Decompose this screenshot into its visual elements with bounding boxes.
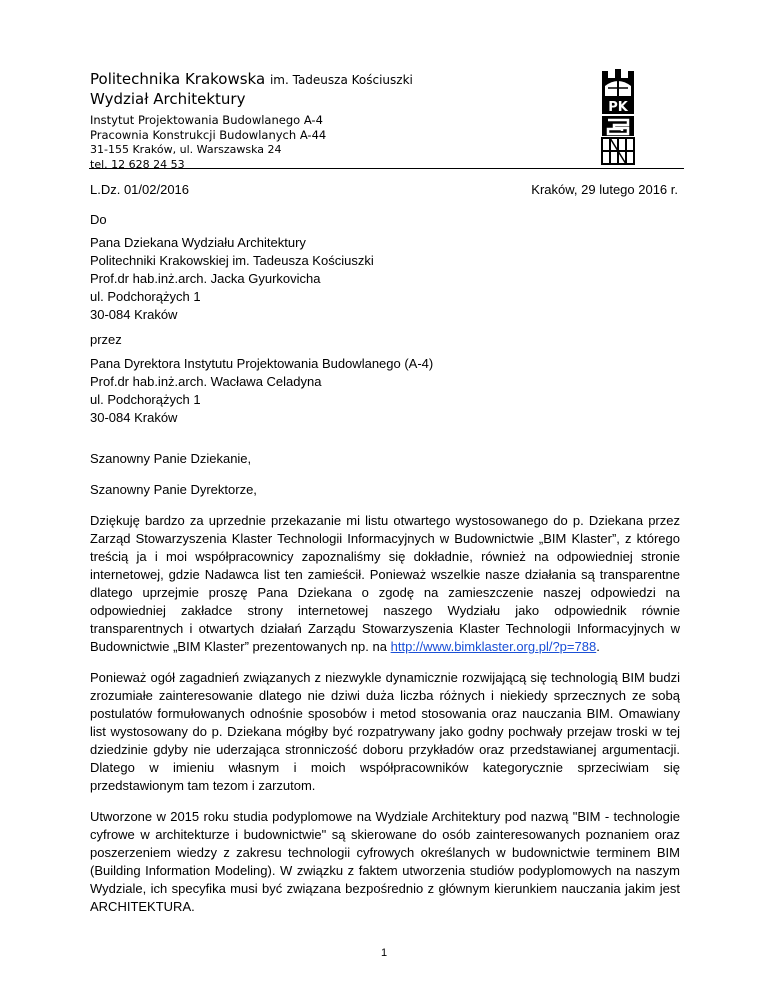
bimklaster-link[interactable]: http://www.bimklaster.org.pl/?p=788 <box>390 639 597 654</box>
via-line: 30-084 Kraków <box>90 410 178 425</box>
university-name: Politechnika Krakowska im. Tadeusza Kościuszki <box>90 70 413 88</box>
page-number: 1 <box>380 947 388 959</box>
via-line: Prof.dr hab.inż.arch. Wacława Celadyna <box>90 374 322 389</box>
header-divider <box>89 168 684 169</box>
recipient-line: 30-084 Kraków <box>90 307 178 322</box>
salutation-director: Szanowny Panie Dyrektorze, <box>90 482 257 497</box>
address: 31-155 Kraków, ul. Warszawska 24 <box>90 143 282 156</box>
recipient-line: ul. Podchorążych 1 <box>90 289 201 304</box>
recipient-line: Politechniki Krakowskiej im. Tadeusza Kościuszki <box>90 253 374 268</box>
recipient-line: Pana Dziekana Wydziału Architektury <box>90 235 306 250</box>
paragraph-2: Ponieważ ogół zagadnień związanych z niezwykle dynamicznie rozwijającą się technologią BIM budzi zrozumiałe zainteresowanie dlatego nie dziwi duża liczba różnych i niekiedy sprzecznych ze sobą postulatów formułowanych odnośnie sposobów i metod stosowania oraz nauczania BIM. Omawiany list wystosowany do p. Dziekana mógłby być rozpatrywany jako godny pochwały przejaw troski w tej dziedzinie gdyby nie uderzająca stronniczość doboru przykładów oraz przedstawianej argumentacji. Dlatego w imieniu własnym i moich współpracowników kategorycznie sprzeciwiam się przedstawionym tam tezom i zarzutom. <box>90 670 680 793</box>
paragraph-3: Utworzone w 2015 roku studia podyplomowe na Wydziale Architektury pod nazwą "BIM - technologie cyfrowe w architekturze i budownictwie" są skierowane do osób zainteresowanych poznaniem oraz poszerzeniem wiedzy z zakresu technologii cyfrowych określanych w budownictwie terminem BIM (Building Information Modeling). W związku z faktem utworzenia studiów podyplomowych na naszym Wydziale, ich specyfika musi być związana bezpośrednio z głównym kierunkiem nauczania jakim jest ARCHITEKTURA. <box>90 809 680 914</box>
phone: tel. 12 628 24 53 <box>90 158 185 171</box>
paragraph-1: Dziękuję bardzo za uprzednie przekazanie mi listu otwartego wystosowanego do p. Dziekana przez Zarząd Stowarzyszenia Klaster Technologii Informacyjnych w Budownictwie „BIM Klaster”, z którego treścią ja i moi współpracownicy zapoznaliśmy się dokładnie, również na odpowiedniej stronie internetowej, gdzie Nadawca list ten zamieścił. Ponieważ wszelkie nasze działania są transparentne dlatego uprzejmie proszę Pana Dziekana o zgodę na zamieszczenie naszej odpowiedzi na odpowiedniej zakładce strony internetowej naszego Wydziału jako odpowiednik równie transparentnych i otwartych działań Zarządu Stowarzyszenia Klaster Technologii Informacyjnych w Budownictwie „BIM Klaster” prezentowanych np. na http://www.bimklaster.org.pl/?p=788. <box>90 513 680 654</box>
university-logo <box>598 68 638 166</box>
recipient-line: Prof.dr hab.inż.arch. Jacka Gyurkovicha <box>90 271 321 286</box>
logo-text: PK <box>608 100 628 115</box>
institute-name: Instytut Projektowania Budowlanego A-4 <box>90 113 323 127</box>
recipient-block <box>90 234 680 324</box>
salutation-dean: Szanowny Panie Dziekanie, <box>90 451 252 466</box>
via-line: Pana Dyrektora Instytutu Projektowania Budowlanego (A-4) <box>90 356 434 371</box>
via-label: przez <box>90 332 122 347</box>
to-label: Do <box>90 212 107 227</box>
lab-name: Pracownia Konstrukcji Budowlanych A-44 <box>90 128 327 142</box>
faculty-name: Wydział Architektury <box>90 90 246 108</box>
reference-number: L.Dz. 01/02/2016 <box>90 182 190 197</box>
place-date: Kraków, 29 lutego 2016 r. <box>531 182 678 197</box>
via-line: ul. Podchorążych 1 <box>90 392 201 407</box>
via-block <box>90 355 680 427</box>
